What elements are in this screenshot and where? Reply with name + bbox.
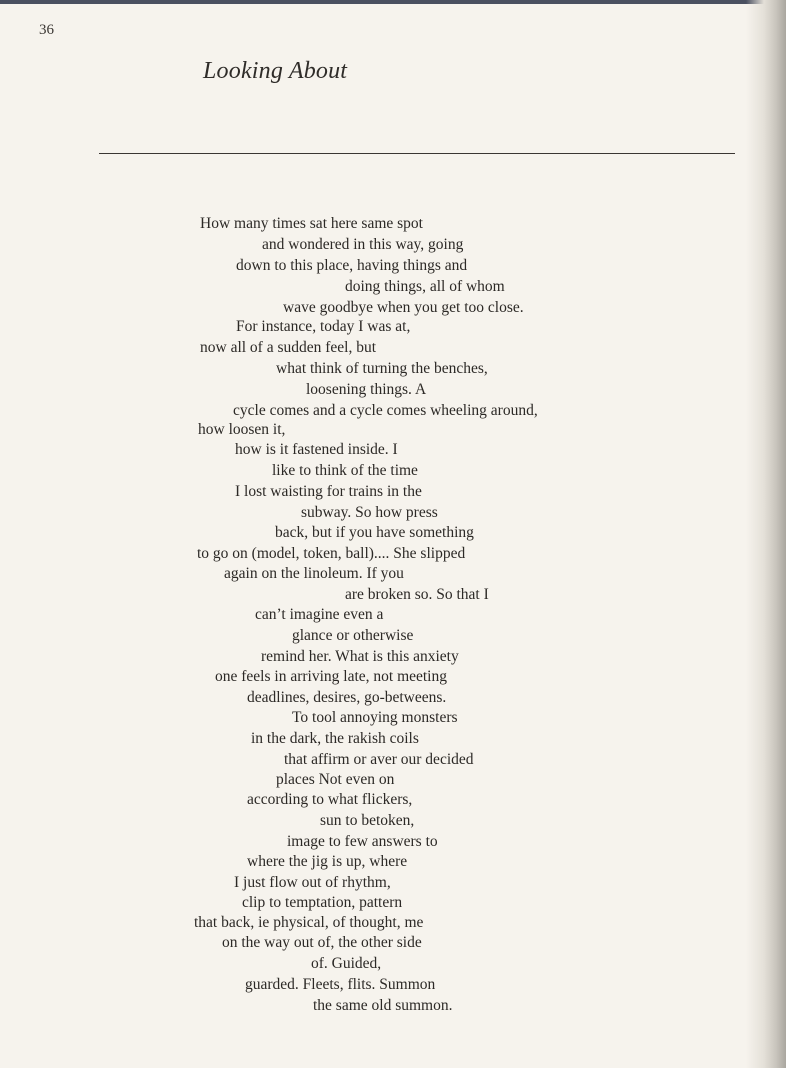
poem-line: how loosen it, bbox=[198, 421, 286, 438]
title-rule bbox=[99, 153, 735, 154]
poem-line: and wondered in this way, going bbox=[262, 236, 464, 253]
poem-line: what think of turning the benches, bbox=[276, 360, 488, 377]
poem-line: back, but if you have something bbox=[275, 524, 474, 541]
poem-line: one feels in arriving late, not meeting bbox=[215, 668, 447, 685]
poem-line: subway. So how press bbox=[301, 504, 438, 521]
poem-line: in the dark, the rakish coils bbox=[251, 730, 419, 747]
poem-line: where the jig is up, where bbox=[247, 853, 408, 870]
poem-line: For instance, today I was at, bbox=[236, 318, 411, 335]
poem-line: guarded. Fleets, flits. Summon bbox=[245, 976, 436, 993]
poem-line: sun to betoken, bbox=[320, 812, 415, 829]
poem-line: of. Guided, bbox=[311, 955, 382, 972]
poem-line: I lost waisting for trains in the bbox=[235, 483, 422, 500]
poem-line: I just flow out of rhythm, bbox=[234, 874, 391, 891]
poem-line: clip to temptation, pattern bbox=[242, 894, 403, 911]
poem-line: glance or otherwise bbox=[292, 627, 414, 644]
poem-line: on the way out of, the other side bbox=[222, 934, 422, 951]
poem-line: wave goodbye when you get too close. bbox=[283, 299, 524, 316]
book-spine-shadow bbox=[746, 0, 786, 1068]
poem-line: like to think of the time bbox=[272, 462, 418, 479]
poem-line: that back, ie physical, of thought, me bbox=[194, 914, 424, 931]
poem-line: how is it fastened inside. I bbox=[235, 441, 398, 458]
poem-line: are broken so. So that I bbox=[345, 586, 489, 603]
page-number: 36 bbox=[39, 22, 54, 38]
poem-line: How many times sat here same spot bbox=[200, 215, 423, 232]
poem-line: that affirm or aver our decided bbox=[284, 751, 474, 768]
poem-line: loosening things. A bbox=[306, 381, 427, 398]
poem-line: can’t imagine even a bbox=[255, 606, 384, 623]
poem-line: according to what flickers, bbox=[247, 791, 413, 808]
poem-line: cycle comes and a cycle comes wheeling around, bbox=[233, 402, 538, 419]
poem-line: To tool annoying monsters bbox=[292, 709, 458, 726]
poem-line: down to this place, having things and bbox=[236, 257, 468, 274]
poem-line: the same old summon. bbox=[313, 997, 453, 1014]
poem-line: now all of a sudden feel, but bbox=[200, 339, 377, 356]
poem-line: doing things, all of whom bbox=[345, 278, 505, 295]
poem-line: remind her. What is this anxiety bbox=[261, 648, 459, 665]
top-edge bbox=[0, 0, 786, 4]
poem-line: again on the linoleum. If you bbox=[224, 565, 404, 582]
poem-line: to go on (model, token, ball).... She slipped bbox=[197, 545, 466, 562]
poem-line: image to few answers to bbox=[287, 833, 438, 850]
poem-line: deadlines, desires, go-betweens. bbox=[247, 689, 447, 706]
poem-title: Looking About bbox=[203, 58, 348, 84]
poem-line: places Not even on bbox=[276, 771, 395, 788]
